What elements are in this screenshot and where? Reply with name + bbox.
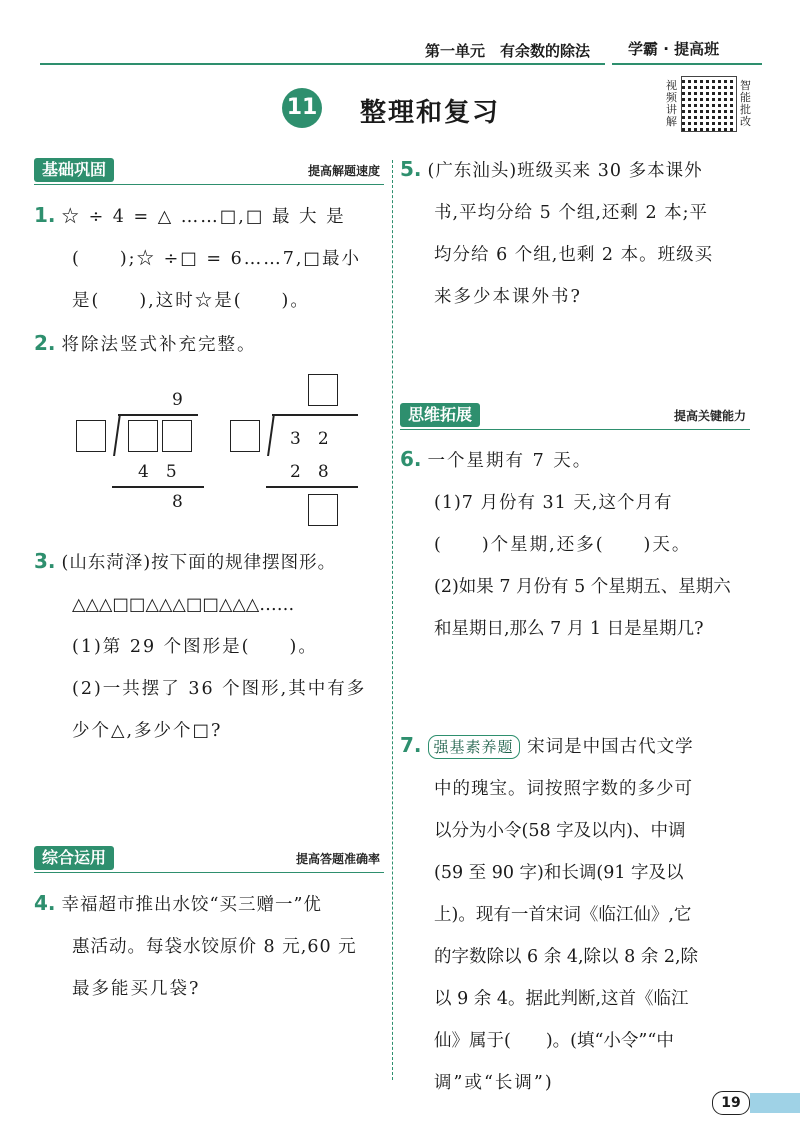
section-think — [400, 403, 750, 427]
question-3-line-5: 少个△,多少个□? — [72, 721, 223, 741]
question-7-line-4: (59 至 90 字)和长调(91 字及以 — [434, 863, 684, 883]
section-apply-rule — [34, 872, 384, 874]
question-5-line-4: 来多少本课外书? — [434, 287, 582, 307]
question-1-line-3: 是( ),这时☆是( )。 — [72, 291, 310, 311]
header-rule — [40, 63, 605, 65]
question-6-line-3: ( )个星期,还多( )天。 — [434, 535, 692, 555]
question-5 — [400, 148, 770, 318]
qr-code-block[interactable] — [666, 76, 754, 138]
left-divisor-box[interactable] — [76, 420, 106, 452]
left-remainder: 8 — [172, 492, 183, 512]
question-7 — [400, 724, 770, 1104]
question-6-number: 6. — [400, 447, 422, 471]
section-think-tag: 思维拓展 — [400, 403, 480, 427]
question-6-line-2: (1)7 月份有 31 天,这个月有 — [434, 493, 673, 513]
question-7-line-5: 上)。现有一首宋词《临江仙》,它 — [434, 905, 692, 925]
section-basic-tag: 基础巩固 — [34, 158, 114, 182]
question-1-number: 1. — [34, 203, 56, 227]
section-apply-subtitle: 提高答题准确率 — [295, 852, 380, 866]
left-division-bar — [118, 414, 198, 416]
question-1-line-2: ( );☆ ÷□ = 6……7,□最小 — [72, 249, 361, 269]
question-2-number: 2. — [34, 331, 56, 355]
question-2 — [34, 322, 384, 366]
section-apply-tag: 综合运用 — [34, 846, 114, 870]
question-5-line-2: 书,平均分给 5 个组,还剩 2 本;平 — [434, 203, 709, 223]
question-3 — [34, 540, 390, 752]
question-6-line-1: 一个星期有 7 天。 — [427, 451, 593, 471]
question-3-line-4: (2)一共摆了 36 个图形,其中有多 — [72, 679, 367, 699]
question-4-line-3: 最多能买几袋? — [72, 979, 201, 999]
question-3-number: 3. — [34, 549, 56, 573]
question-5-number: 5. — [400, 157, 422, 181]
section-basic-subtitle: 提高解题速度 — [307, 164, 380, 178]
question-4-line-2: 惠活动。每袋水饺原价 8 元,60 元 — [72, 937, 357, 957]
right-division-bracket — [267, 414, 274, 456]
left-quotient: 9 — [172, 390, 183, 410]
question-7-line-2: 中的瑰宝。词按照字数的多少可 — [434, 779, 693, 799]
header-rule-right — [612, 63, 762, 65]
question-4-number: 4. — [34, 891, 56, 915]
question-7-line-6: 的字数除以 6 余 4,除以 8 余 2,除 — [434, 947, 699, 967]
right-division-bar — [272, 414, 358, 416]
question-2-line-1: 将除法竖式补充完整。 — [61, 335, 257, 355]
question-4 — [34, 882, 390, 1010]
question-5-line-3: 均分给 6 个组,也剩 2 本。班级买 — [434, 245, 714, 265]
section-think-rule — [400, 429, 750, 431]
question-3-line-3: (1)第 29 个图形是( )。 — [72, 637, 318, 657]
question-6-line-4: (2)如果 7 月份有 5 个星期五、星期六 — [434, 577, 731, 597]
chapter-header: 第一单元 有余数的除法 — [425, 42, 591, 60]
left-product: 4 5 — [138, 462, 177, 482]
section-think-subtitle: 提高关键能力 — [673, 409, 746, 423]
left-dividend-box-1[interactable] — [128, 420, 158, 452]
question-5-line-1: (广东汕头)班级买来 30 多本课外 — [427, 161, 703, 181]
left-division-bracket — [113, 414, 120, 456]
right-subtract-line — [266, 486, 358, 488]
question-7-line-7: 以 9 余 4。据此判断,这首《临江 — [434, 989, 689, 1009]
question-3-pattern: △△△□□△△△□□△△△…… — [72, 595, 295, 615]
qr-left-label: 视频讲解 — [666, 79, 677, 128]
question-7-line-9: 调”或“长调”) — [434, 1073, 554, 1093]
question-7-line-1: 宋词是中国古代文学 — [527, 737, 694, 757]
question-7-number: 7. — [400, 733, 422, 757]
lesson-number-badge: 11 — [282, 88, 322, 128]
question-6 — [400, 438, 770, 650]
right-partial-dividend: 3 2 — [290, 429, 329, 449]
page-title: 整理和复习 — [360, 98, 501, 128]
page-number-bar — [750, 1093, 800, 1113]
question-6-line-5: 和星期日,那么 7 月 1 日是星期几? — [434, 619, 704, 639]
qr-right-label: 智能批改 — [740, 79, 751, 128]
question-1-line-1: ☆ ÷ 4 = △ ……□,□ 最 大 是 — [61, 207, 346, 227]
right-divisor-box[interactable] — [230, 420, 260, 452]
left-subtract-line — [112, 486, 204, 488]
section-basic — [34, 158, 384, 182]
question-7-line-3: 以分为小令(58 字及以内)、中调 — [434, 821, 686, 841]
brand-header: 学霸 · 提高班 — [628, 40, 720, 58]
question-1 — [34, 194, 384, 322]
right-product: 2 8 — [290, 462, 329, 482]
question-7-tag: 强基素养题 — [428, 735, 520, 759]
page-number: 19 — [712, 1091, 750, 1115]
section-basic-rule — [34, 184, 384, 186]
qr-code-icon[interactable] — [681, 76, 737, 132]
question-4-line-1: 幸福超市推出水饺“买三赠一”优 — [61, 895, 322, 915]
right-quotient-box[interactable] — [308, 374, 338, 406]
left-dividend-box-2[interactable] — [162, 420, 192, 452]
section-apply — [34, 846, 384, 870]
question-3-line-1: (山东菏泽)按下面的规律摆图形。 — [61, 553, 337, 573]
right-remainder-box[interactable] — [308, 494, 338, 526]
column-divider — [392, 160, 393, 1080]
question-7-line-8: 仙》属于( )。(填“小令”“中 — [434, 1031, 674, 1051]
